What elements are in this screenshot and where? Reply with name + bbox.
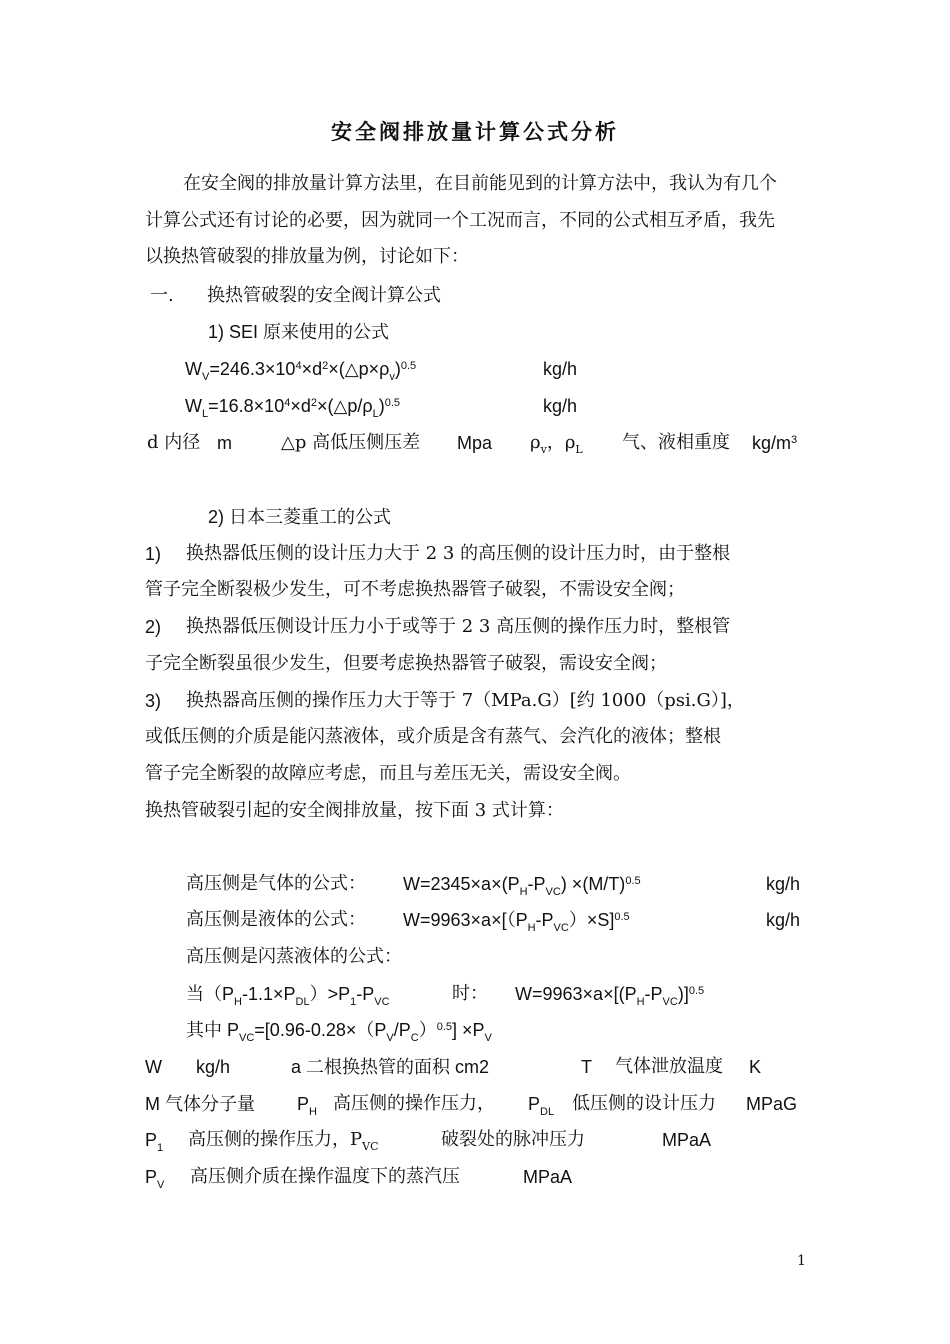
legend-p1-text: 高压侧的操作压力，$P_{VC}$	[188, 1129, 379, 1153]
formula-wv: $W_V=246.3\times 10^4\times d^2\times(\triangle p\times\rho_v)^{0.5}$	[185, 359, 417, 383]
legend-ph-text: 高压侧的操作压力，	[333, 1093, 495, 1114]
legend-d-unit: m	[217, 433, 232, 453]
liquid-formula-label: 高压侧是液体的公式：	[186, 909, 366, 930]
flash-when: 时：	[452, 983, 488, 1004]
item-3-line-3: 管子完全断裂的故障应考虑，而且与差压无关，需设安全阀。	[145, 763, 631, 784]
liquid-formula-unit: kg/h	[766, 910, 801, 930]
legend-m: M 气体分子量	[145, 1094, 255, 1114]
pvc-formula: 其中 $P_{VC}=[0.96-0.28\times(P_V/P_C)^{0.5}] \times P_V$	[186, 1020, 492, 1044]
item-2-line-2: 子完全断裂虽很少发生，但要考虑换热器管子破裂，需设安全阀；	[145, 653, 667, 674]
legend-pvc-unit: MPaA	[662, 1130, 712, 1150]
section-heading: 换热管破裂的安全阀计算公式	[207, 285, 441, 306]
intro-line-1: 在安全阀的排放量计算方法里，在目前能见到的计算方法中，我认为有几个	[183, 173, 777, 194]
item-3-number: 3)	[145, 691, 162, 711]
formula-wl: $W_L=16.8\times 10^4\times d^2\times(\triangle p/\rho_L)^{0.5}$	[185, 396, 401, 420]
legend-rho-text: 气、液相重度	[622, 432, 730, 453]
legend-pv: $P_V$	[145, 1167, 165, 1191]
legend-t: T	[581, 1057, 592, 1077]
formula-wv-unit: kg/h	[543, 359, 578, 379]
calc-intro: 换热管破裂引起的安全阀排放量，按下面 3 式计算：	[145, 800, 564, 821]
legend-t-unit: K	[749, 1057, 762, 1077]
subsection-2: 2) 日本三菱重工的公式	[208, 507, 392, 527]
legend-p1: $P_1$	[145, 1130, 164, 1154]
legend-pdl-text: 低压侧的设计压力	[572, 1093, 716, 1114]
legend-a: a 二根换热管的面积 cm2	[291, 1057, 490, 1077]
gas-formula-label: 高压侧是气体的公式：	[186, 873, 366, 894]
legend-t-text: 气体泄放温度	[615, 1056, 723, 1077]
flash-formula: $W=9963\times a\times[(P_H-P_{VC})]^{0.5}$	[515, 984, 705, 1008]
item-3-line-1: 换热器高压侧的操作压力大于等于 7（MPa.G）[约 1000（psi.G）]，	[186, 690, 745, 711]
legend-rho: $\rho_v$，$\rho_L$	[530, 432, 583, 456]
flash-formula-label: 高压侧是闪蒸液体的公式：	[186, 946, 402, 967]
legend-w: W	[145, 1057, 162, 1077]
page-title: 安全阀排放量计算公式分析	[331, 119, 619, 144]
gas-formula-unit: kg/h	[766, 874, 801, 894]
item-2-number: 2)	[145, 617, 162, 637]
item-3-line-2: 或低压侧的介质是能闪蒸液体，或介质是含有蒸气、会汽化的液体；整根	[145, 726, 721, 747]
legend-pvc-text: 破裂处的脉冲压力	[441, 1129, 585, 1150]
liquid-formula: $W=9963\times a\times[(P_H-P_{VC})\times S]^{0.5}$	[403, 910, 630, 934]
page-number: 1	[797, 1253, 806, 1269]
legend-dp: △p 高低压侧压差	[281, 432, 421, 453]
legend-rho-unit: $kg/m^3$	[752, 433, 798, 453]
formula-wl-unit: kg/h	[543, 396, 578, 416]
legend-dp-unit: Mpa	[457, 433, 493, 453]
intro-line-2: 计算公式还有讨论的必要，因为就同一个工况而言，不同的公式相互矛盾，我先	[145, 210, 775, 231]
legend-w-unit: kg/h	[196, 1057, 231, 1077]
legend-pv-text: 高压侧介质在操作温度下的蒸汽压	[190, 1166, 460, 1187]
legend-pdl: $P_{DL}$	[528, 1094, 555, 1118]
legend-d: d 内径	[147, 432, 201, 453]
item-1-line-1: 换热器低压侧的设计压力大于 2 3 的高压侧的设计压力时，由于整根	[186, 543, 731, 564]
legend-pdl-unit: MPaG	[746, 1094, 798, 1114]
legend-pv-unit: MPaA	[523, 1167, 573, 1187]
gas-formula: $W=2345\times a\times(P_H-P_{VC}) \times(M/T)^{0.5}$	[403, 874, 641, 898]
legend-ph: $P_H$	[297, 1094, 317, 1118]
intro-line-3: 以换热管破裂的排放量为例，讨论如下：	[145, 246, 469, 267]
item-1-number: 1)	[145, 544, 162, 564]
item-1-line-2: 管子完全断裂极少发生，可不考虑换热器管子破裂，不需设安全阀；	[145, 579, 685, 600]
flash-condition: 当$(P_H-1.1\times P_{DL})>P_1-P_{VC}$	[186, 984, 390, 1008]
section-number: 一.	[150, 285, 174, 306]
item-2-line-1: 换热器低压侧设计压力小于或等于 2 3 高压侧的操作压力时，整根管	[186, 616, 731, 637]
subsection-1: 1) SEI 原来使用的公式	[208, 322, 390, 342]
